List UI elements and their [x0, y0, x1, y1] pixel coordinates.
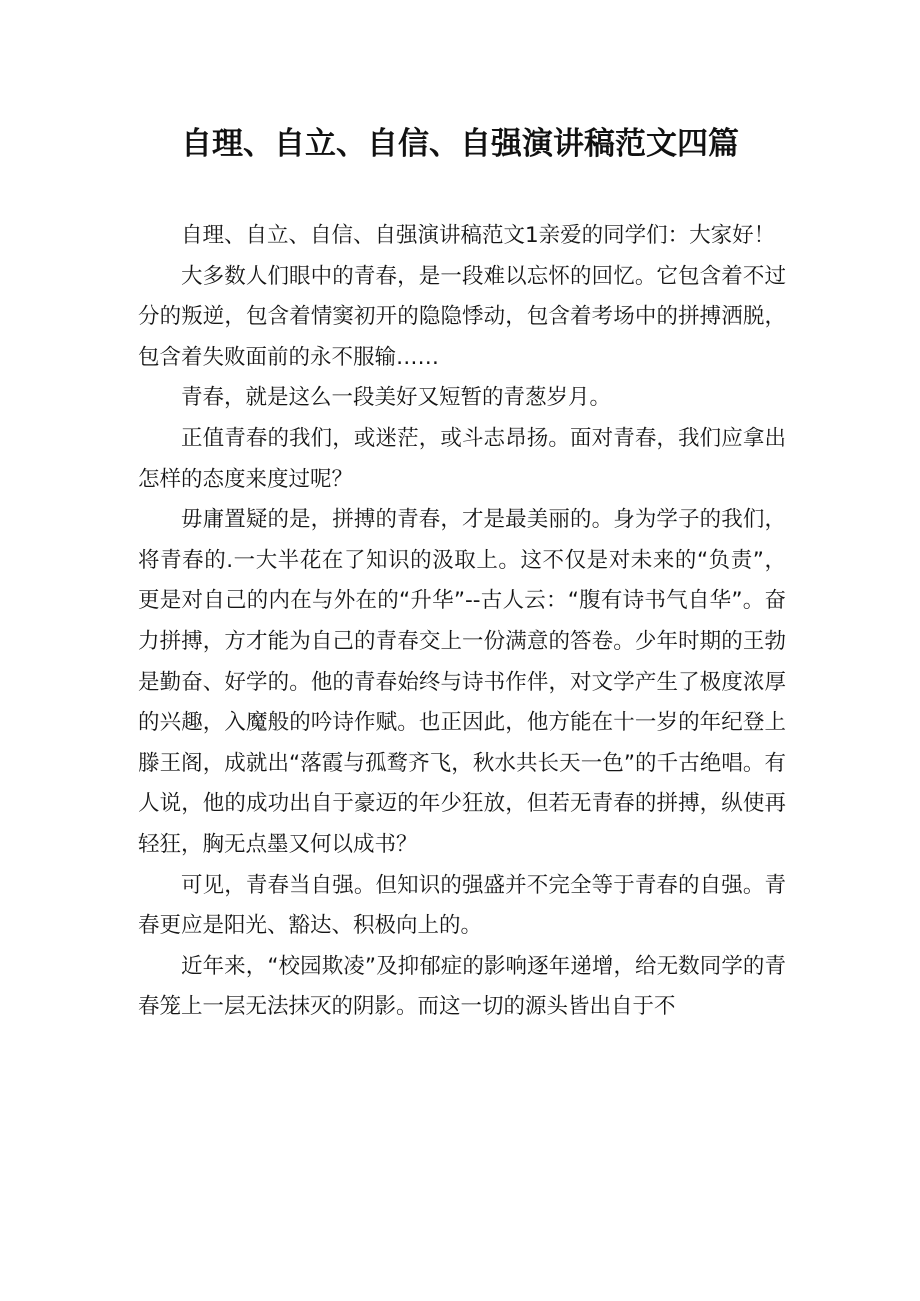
document-body	[138, 216, 786, 1028]
paragraph: 正值青春的我们，或迷茫，或斗志昂扬。面对青春，我们应拿出怎样的态度来度过呢？	[138, 425, 786, 492]
paragraph: 大多数人们眼中的青春，是一段难以忘怀的回忆。它包含着不过分的叛逆，包含着情窦初开的隐隐悸动，包含着考场中的拼搏洒脱，包含着失败面前的永不服输……	[138, 263, 786, 370]
paragraph-greeting: 自理、自立、自信、自强演讲稿范文1亲爱的同学们：大家好！	[181, 223, 776, 248]
paragraph: 青春，就是这么一段美好又短暂的青葱岁月。	[181, 385, 612, 411]
paragraph: 毋庸置疑的是，拼搏的青春，才是最美丽的。身为学子的我们，将青春的.一大半花在了知识的汲取上。这不仅是对未来的“负责”，更是对自己的内在与外在的“升华”--古人云：“腹有诗书气自华”。奋力拼搏，方才能为自己的青春交上一份满意的答卷。少年时期的王勃是勤奋、好学的。他的青春始终与诗书作伴，对文学产生了极度浓厚的兴趣，入魔般的吟诗作赋。也正因此，他方能在十一岁的年纪登上滕王阁，成就出“落霞与孤鹜齐飞，秋水共长天一色”的千古绝唱。有人说，他的成功出自于豪迈的年少狂放，但若无青春的拼搏，纵使再轻狂，胸无点墨又何以成书？	[138, 507, 786, 857]
paragraph: 近年来，“校园欺凌”及抑郁症的影响逐年递增，给无数同学的青春笼上一层无法抹灭的阴影。而这一切的源头皆出自于不	[138, 953, 786, 1020]
paragraph: 可见，青春当自强。但知识的强盛并不完全等于青春的自强。青春更应是阳光、豁达、积极向上的。	[138, 872, 786, 939]
document-title: 自理、自立、自信、自强演讲稿范文四篇	[181, 126, 739, 162]
